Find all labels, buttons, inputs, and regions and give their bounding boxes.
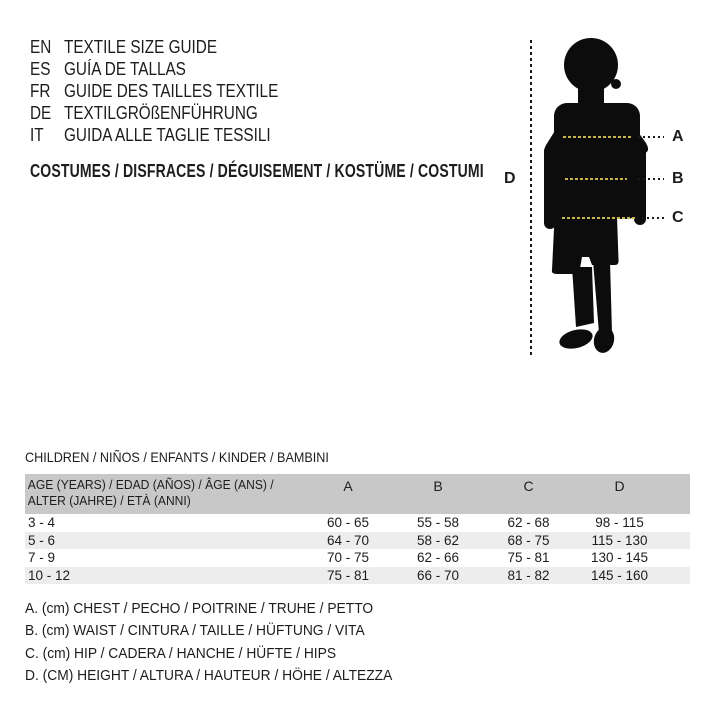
age-column-header [25,477,284,509]
language-label: GUÍA DE TALLAS [64,58,186,79]
table-body [25,514,690,584]
legend-chest: A. (cm) CHEST / PECHO / POITRINE / TRUHE / PETTO [25,599,374,617]
height-cell: 145 - 160 [590,567,649,583]
size-table [25,474,690,584]
language-list [30,36,322,146]
height-cell: 98 - 115 [595,515,644,531]
language-code: IT [30,124,44,145]
age-cell: 10 - 12 [28,567,71,583]
chest-cell: 75 - 81 [326,567,370,583]
language-row-it [30,124,278,146]
table-header-row [25,474,690,514]
waist-cell: 66 - 70 [416,567,460,583]
table-row [25,532,690,550]
language-label: TEXTILGRÖßENFÜHRUNG [64,102,258,123]
age-cell: 7 - 9 [28,550,56,566]
language-row-es [30,58,278,80]
table-row [25,567,690,585]
language-row-en [30,36,278,58]
table-row [25,514,690,532]
language-code: EN [30,36,52,57]
chest-cell: 60 - 65 [326,515,370,531]
measure-label-d: D [504,170,516,187]
table-row [25,549,690,567]
hip-measure-dash [562,217,637,219]
language-label: GUIDA ALLE TAGLIE TESSILI [64,124,271,145]
chest-cell: 70 - 75 [326,550,370,566]
age-cell: 5 - 6 [28,532,56,548]
legend-hip: C. (cm) HIP / CADERA / HANCHE / HÜFTE / HIPS [25,644,337,662]
language-code: DE [30,102,52,123]
column-header-d: D [614,478,625,494]
chest-cell: 64 - 70 [326,532,370,548]
measure-label-c: C [672,209,684,226]
waist-cell: 62 - 66 [416,550,460,566]
measurement-legend [25,597,424,687]
waist-cell: 55 - 58 [416,515,460,531]
column-header-c: C [523,478,534,494]
chest-measure-dash [563,136,631,138]
hip-cell: 62 - 68 [507,515,550,531]
height-cell: 130 - 145 [590,550,649,566]
hip-cell: 68 - 75 [507,532,550,548]
column-header-a: A [343,478,353,494]
category-heading: COSTUMES / DISFRACES / DÉGUISEMENT / KOSTÜME / COSTUMI [30,161,484,181]
legend-height: D. (CM) HEIGHT / ALTURA / HAUTEUR / HÖHE / ALTEZZA [25,667,393,685]
language-row-fr [30,80,278,102]
waist-measure-dash [565,178,627,180]
language-label: TEXTILE SIZE GUIDE [64,36,218,57]
waist-cell: 58 - 62 [416,532,460,548]
hip-cell: 81 - 82 [507,567,550,583]
table-section-title: CHILDREN / NIÑOS / ENFANTS / KINDER / BAMBINI [25,449,329,465]
language-row-de [30,102,278,124]
height-measure-line [530,40,532,357]
language-label: GUIDE DES TAILLES TEXTILE [64,80,279,101]
age-header-line2: ALTER (JAHRE) / ETÀ (ANNI) [27,493,191,508]
chest-measure-leader [638,136,664,138]
hip-measure-leader [642,217,664,219]
waist-measure-leader [638,178,664,180]
language-code: ES [30,58,51,79]
child-silhouette-icon [530,27,660,357]
age-header-line1: AGE (YEARS) / EDAD (AÑOS) / ÂGE (ANS) / [27,477,274,492]
column-header-b: B [433,478,443,494]
hip-cell: 75 - 81 [507,550,550,566]
height-cell: 115 - 130 [591,532,648,548]
legend-waist: B. (cm) WAIST / CINTURA / TAILLE / HÜFTUNG / VITA [25,622,365,640]
measure-label-b: B [672,170,684,187]
age-cell: 3 - 4 [28,515,56,531]
measure-label-a: A [672,128,684,145]
language-code: FR [30,80,51,101]
